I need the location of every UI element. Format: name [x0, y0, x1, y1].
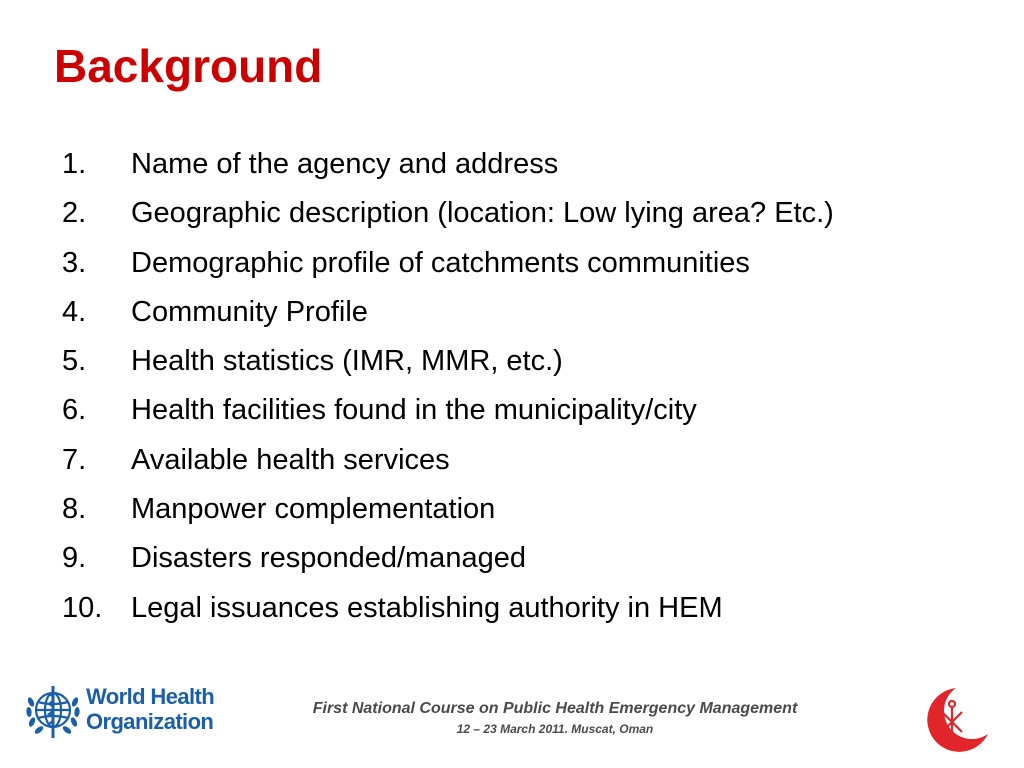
item-text: Name of the agency and address [131, 148, 559, 180]
item-number: 3. [62, 246, 87, 279]
red-crescent-emblem-icon [912, 684, 992, 756]
item-text: Manpower complementation [131, 493, 496, 526]
item-number: 6. [62, 394, 87, 427]
list-item [62, 288, 834, 337]
item-number: 10. [62, 591, 103, 624]
item-text: Legal issuances establishing authority in HEM [131, 591, 723, 624]
item-text: Available health services [131, 443, 450, 476]
course-dates: 12 – 23 March 2011. Muscat, Oman [456, 722, 654, 736]
item-text: Health facilities found in the municipality/city [131, 394, 697, 427]
list-item [62, 436, 834, 485]
who-emblem-icon [22, 680, 84, 744]
item-text: Demographic profile of catchments communities [131, 246, 750, 279]
course-title: First National Course on Public Health Emergency Management [312, 700, 798, 717]
list-item [62, 534, 834, 583]
item-number: 8. [62, 493, 87, 526]
who-wordmark [86, 684, 214, 734]
course-info [240, 698, 870, 738]
item-number: 7. [62, 443, 87, 476]
item-text: Community Profile [131, 295, 368, 328]
list-item [62, 189, 834, 238]
item-number: 1. [62, 148, 87, 180]
item-number: 5. [62, 345, 87, 378]
item-text: Geographic description (location: Low lying area? Etc.) [131, 197, 834, 230]
list-item [62, 386, 834, 435]
item-number: 4. [62, 295, 87, 328]
who-line-1: World Health [86, 684, 215, 709]
item-number: 2. [62, 197, 87, 230]
slide-title: Background [54, 40, 323, 92]
list-item [62, 485, 834, 534]
who-logo [22, 678, 215, 748]
item-text: Health statistics (IMR, MMR, etc.) [131, 345, 563, 378]
list-item [62, 584, 834, 633]
list-item [62, 239, 834, 288]
item-text: Disasters responded/managed [131, 542, 526, 575]
item-number: 9. [62, 542, 87, 575]
background-list [62, 140, 834, 633]
list-item [62, 337, 834, 386]
list-item [62, 140, 834, 189]
who-line-2: Organization [86, 709, 214, 734]
